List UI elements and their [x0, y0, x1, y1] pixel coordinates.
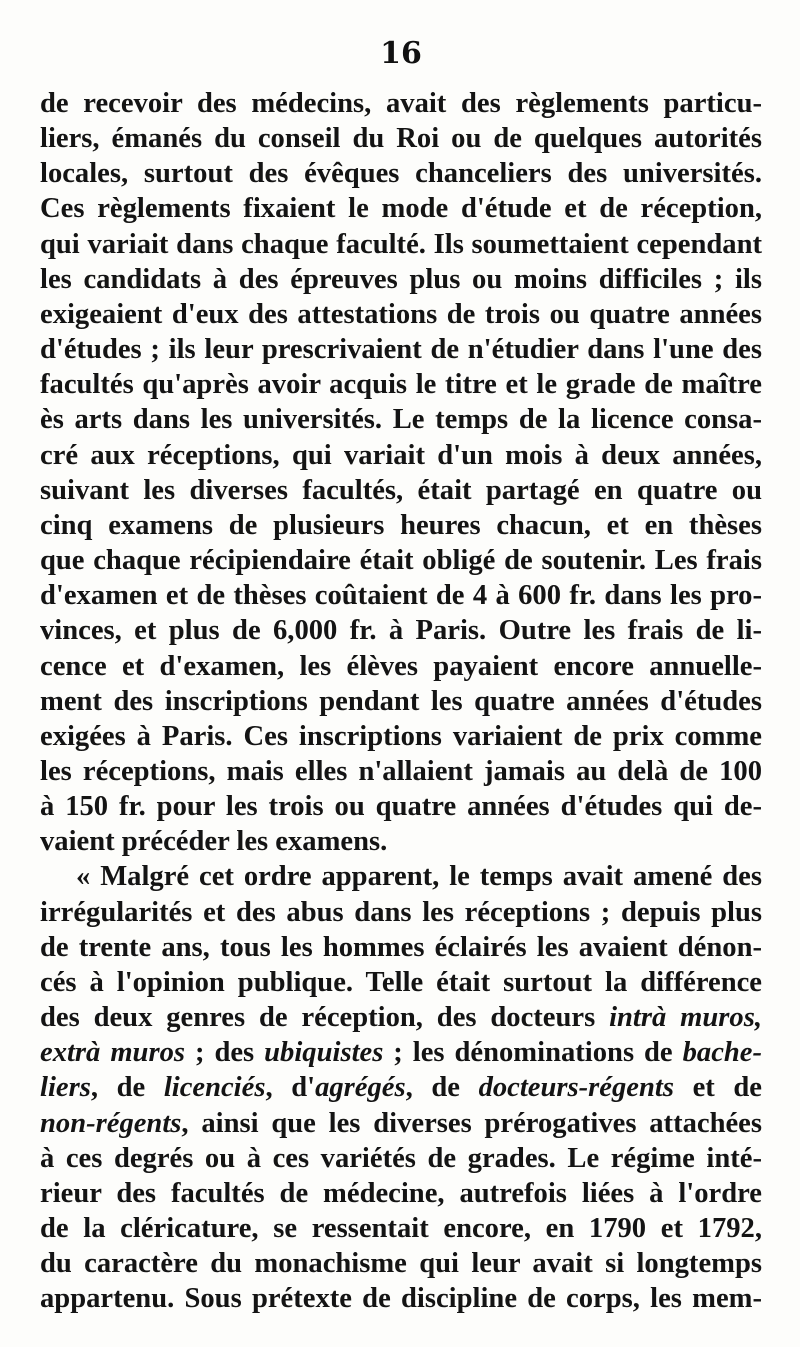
text-line: vinces, et plus de 6,000 fr. à Paris. Outre les frais de li-	[40, 615, 762, 647]
text-line: liers, émanés du conseil du Roi ou de quelques autorités	[40, 123, 762, 155]
text-line: suivant les diverses facultés, était partagé en quatre ou	[40, 474, 762, 506]
text-line: Ces règlements fixaient le mode d'étude et de réception,	[40, 193, 762, 225]
text-line: cence et d'examen, les élèves payaient encore annuelle-	[40, 650, 762, 682]
text-line: d'examen et de thèses coûtaient de 4 à 600 fr. dans les pro-	[40, 580, 762, 612]
italic-term: bache-	[682, 1037, 762, 1069]
italic-term: liers	[40, 1072, 91, 1104]
italic-term: extrà muros	[40, 1037, 186, 1069]
italic-term: licenciés	[163, 1072, 266, 1104]
page-number: 16	[380, 36, 422, 71]
quote-start-line: « Malgré cet ordre apparent, le temps avait amené des	[76, 861, 762, 893]
text-line: irrégularités et des abus dans les réceptions ; depuis plus	[40, 896, 762, 928]
text-line: d'études ; ils leur prescrivaient de n'étudier dans l'une des	[40, 334, 762, 366]
italic-term: ubiquistes	[264, 1037, 384, 1069]
text-line: exigeaient d'eux des attestations de trois ou quatre années	[40, 298, 762, 330]
text-line: cés à l'opinion publique. Telle était surtout la différence	[40, 966, 762, 998]
paragraph-end-line: vaient précéder les examens.	[40, 826, 388, 858]
text-line: à 150 fr. pour les trois ou quatre années d'études qui de-	[40, 791, 762, 823]
text-line: facultés qu'après avoir acquis le titre et le grade de maître	[40, 369, 762, 401]
text-line: locales, surtout des évêques chanceliers des universités.	[40, 158, 762, 190]
text-line: des deux genres de réception, des docteurs intrà muros,	[40, 1002, 762, 1034]
text-line: les candidats à des épreuves plus ou moins difficiles ; ils	[40, 263, 762, 295]
text-line: appartenu. Sous prétexte de discipline de corps, les mem-	[40, 1283, 762, 1315]
text-line: du caractère du monachisme qui leur avait si longtemps	[40, 1248, 762, 1280]
text-line: ès arts dans les universités. Le temps de la licence consa-	[40, 404, 762, 436]
italic-term: docteurs-régents	[478, 1072, 674, 1104]
text-line: cré aux réceptions, qui variait d'un mois à deux années,	[40, 439, 762, 471]
italic-term: non-régents	[40, 1107, 182, 1139]
text-line: exigées à Paris. Ces inscriptions variaient de prix comme	[40, 720, 762, 752]
text-line: qui variait dans chaque faculté. Ils soumettaient cependant	[40, 228, 762, 260]
italic-term: agrégés	[315, 1072, 406, 1104]
text-line: rieur des facultés de médecine, autrefois liées à l'ordre	[40, 1177, 762, 1209]
text-line: ment des inscriptions pendant les quatre années d'études	[40, 685, 762, 717]
text-line: de la cléricature, se ressentait encore, en 1790 et 1792,	[40, 1213, 762, 1244]
italic-term: intrà muros,	[609, 1002, 762, 1034]
text-line: de recevoir des médecins, avait des règlements particu-	[40, 88, 762, 119]
text-line: que chaque récipiendaire était obligé de soutenir. Les frais	[40, 545, 762, 577]
text-line: cinq examens de plusieurs heures chacun, et en thèses	[40, 509, 762, 541]
body-text	[40, 86, 762, 1316]
text-line: à ces degrés ou à ces variétés de grades. Le régime inté-	[40, 1142, 762, 1174]
text-line: les réceptions, mais elles n'allaient jamais au delà de 100	[40, 755, 762, 787]
text-line: de trente ans, tous les hommes éclairés les avaient dénon-	[40, 931, 762, 963]
text-line: extrà muros ; des ubiquistes ; les dénominations de bache-	[40, 1037, 762, 1069]
text-line: non-régents, ainsi que les diverses prérogatives attachées	[40, 1107, 762, 1139]
text-line: liers, de licenciés, d'agrégés, de docteurs-régents et de	[40, 1072, 762, 1104]
